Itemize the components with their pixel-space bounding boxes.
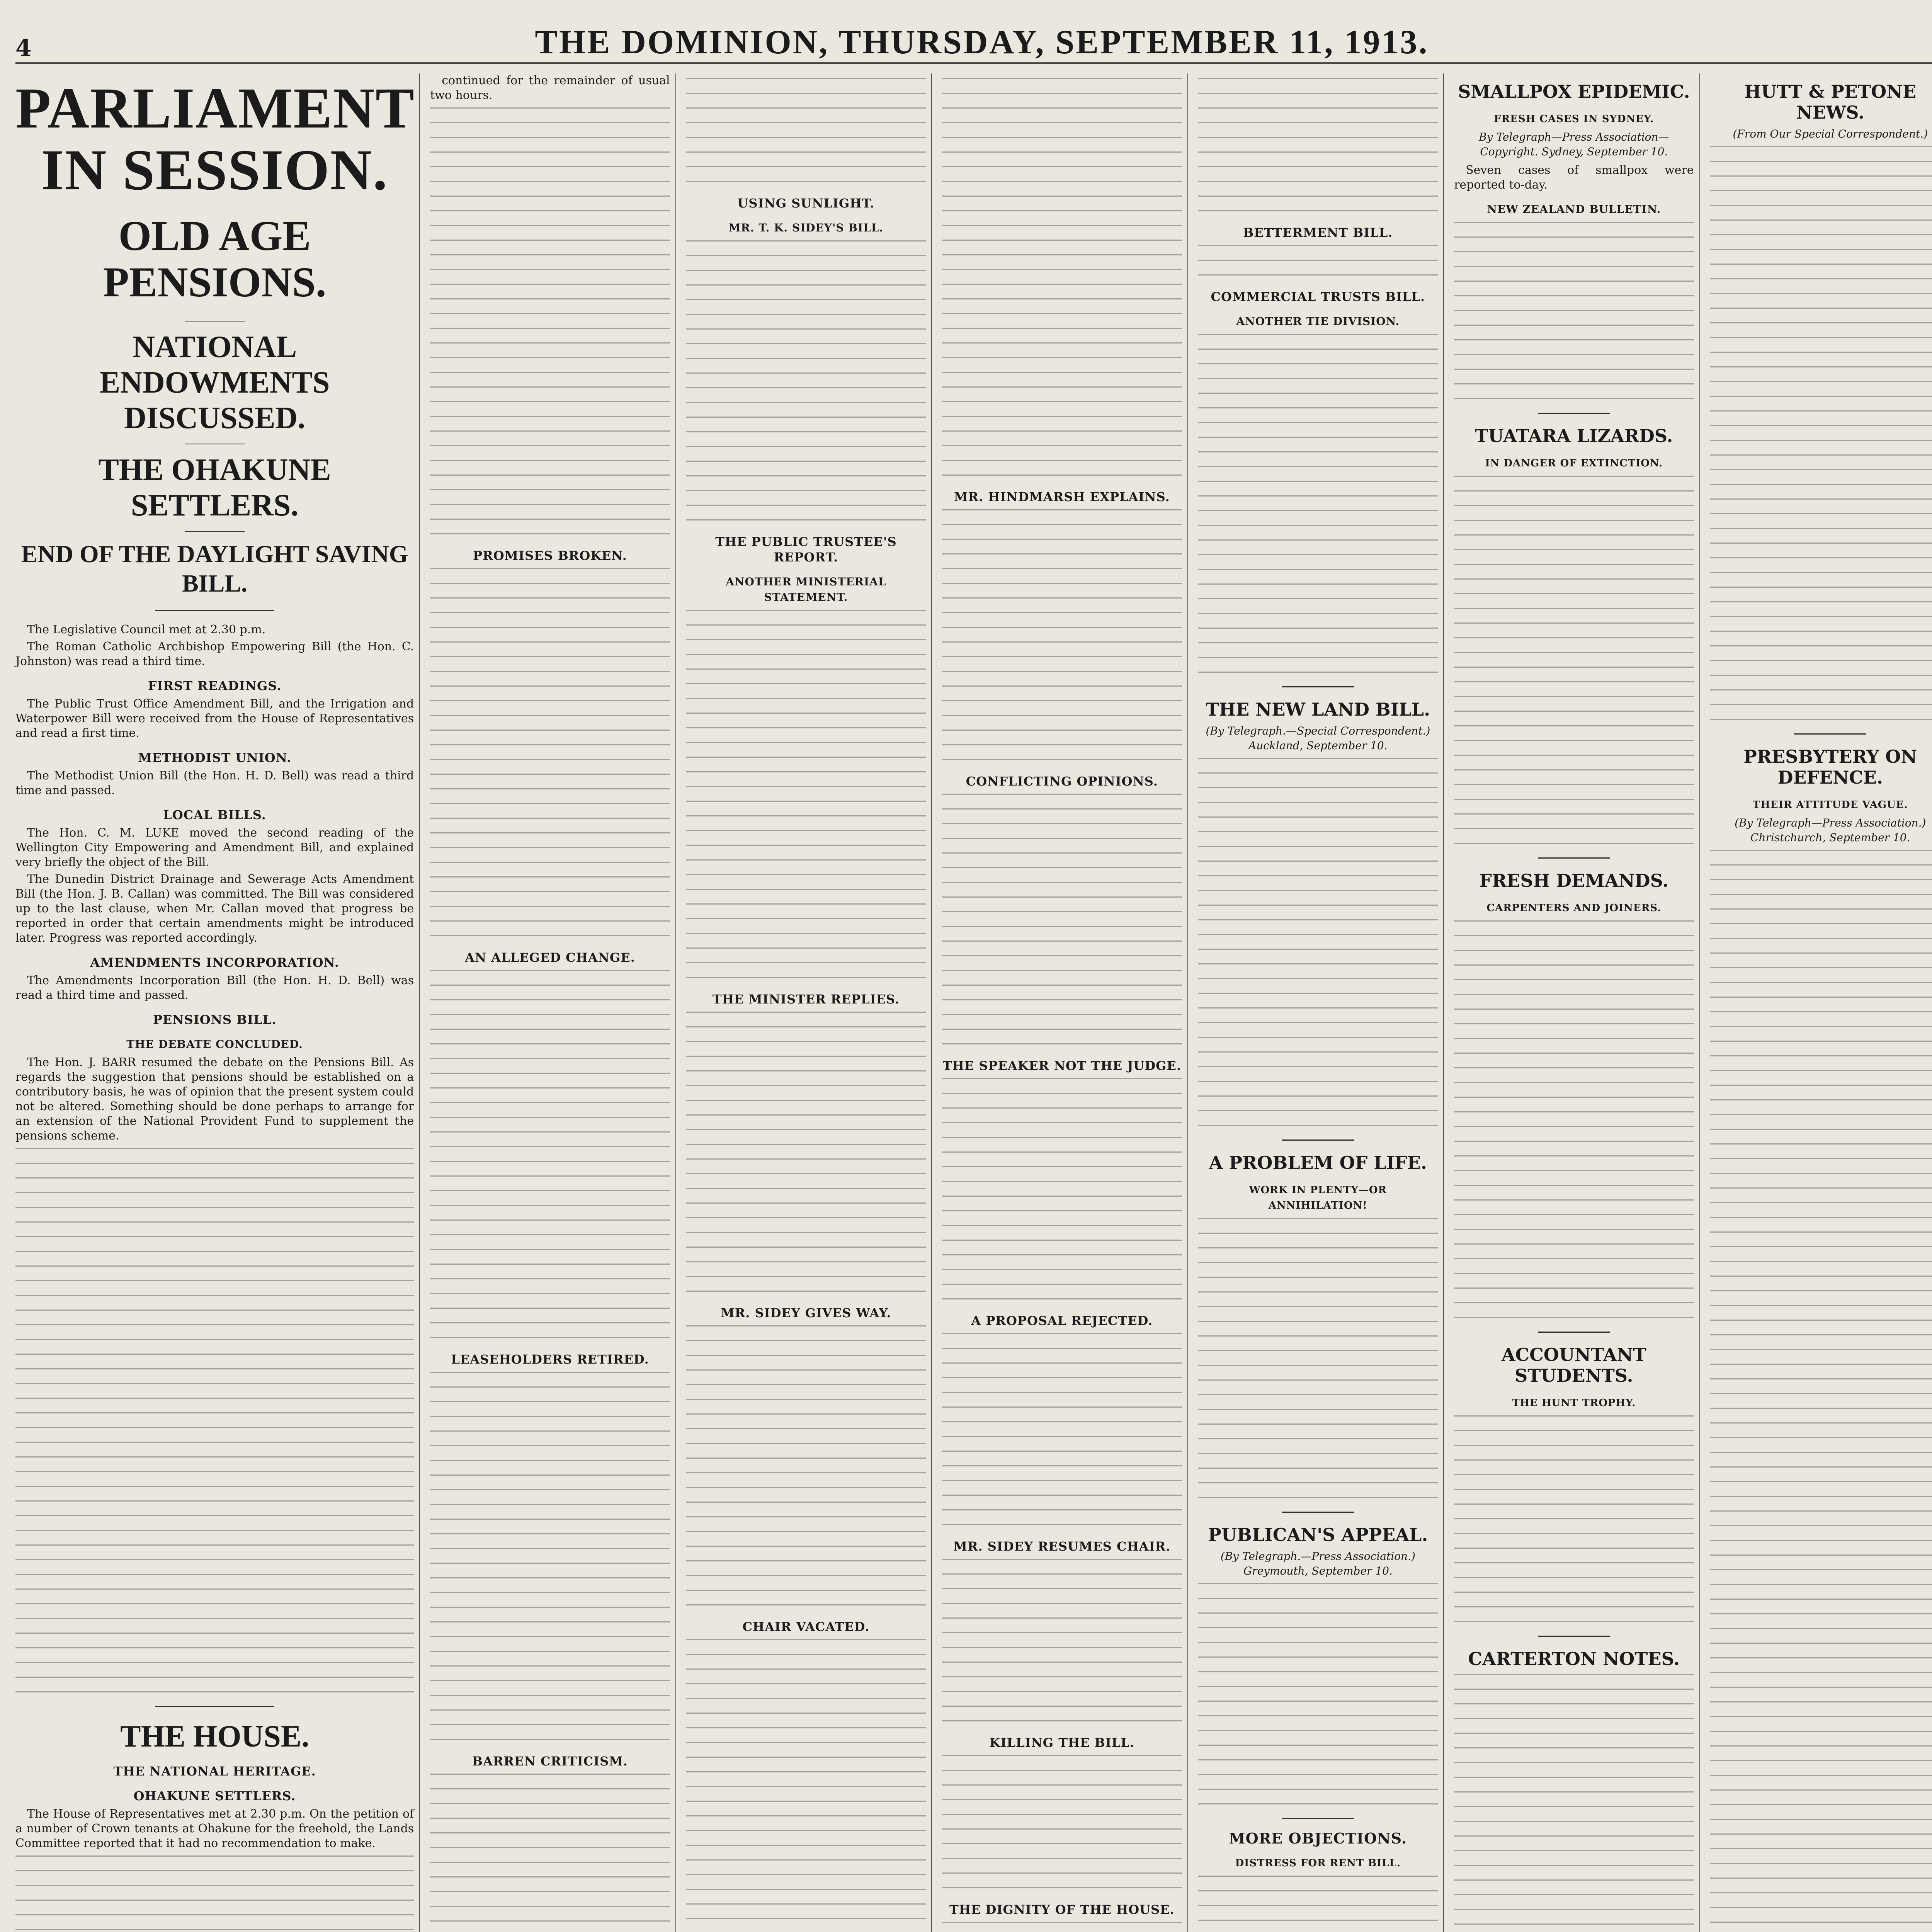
column-7 <box>1710 73 1932 1932</box>
headline-tuatara: TUATARA LIZARDS. <box>1475 425 1673 446</box>
subheading: THE DIGNITY OF THE HOUSE. <box>949 1902 1175 1917</box>
text-lines <box>942 78 1182 476</box>
text-lines <box>1454 920 1694 1318</box>
text-lines <box>1454 222 1694 399</box>
column-4 <box>942 73 1188 1932</box>
text-lines <box>686 1639 926 1932</box>
headline-the-house: THE HOUSE. <box>120 1719 310 1753</box>
subheading: METHODIST UNION. <box>138 750 292 765</box>
subheading: THE PUBLIC TRUSTEE'S REPORT. <box>715 534 897 565</box>
subheading: BARREN CRITICISM. <box>472 1754 628 1769</box>
subheading: KILLING THE BILL. <box>989 1735 1134 1750</box>
subheading: ANOTHER MINISTERIAL STATEMENT. <box>726 575 886 604</box>
headline-ohakune-settlers: THE OHAKUNE SETTLERS. <box>98 453 331 522</box>
headline-publicans-appeal: PUBLICAN'S APPEAL. <box>1208 1524 1428 1545</box>
text-lines <box>430 1372 670 1740</box>
subheading: PROMISES BROKEN. <box>473 548 627 563</box>
text-lines <box>686 240 926 520</box>
subheading: CONFLICTING OPINIONS. <box>966 774 1158 789</box>
text-lines <box>430 568 670 936</box>
page-columns <box>15 73 1932 1932</box>
text-lines <box>1454 1674 1694 1932</box>
article-text: The Roman Catholic Archbishop Empowering Bill (the Hon. C. Johnston) was read a third time. <box>15 640 414 668</box>
subheading: MR. SIDEY GIVES WAY. <box>721 1306 891 1320</box>
text-lines <box>942 1559 1182 1721</box>
dateline: By Telegraph—Press Association—Copyright. Sydney, September 10. <box>1479 131 1669 158</box>
article-text: The Hon. C. M. LUKE moved the second reading of the Wellington City Empowering and Amendment Bill, and explained very briefly the object of the Bill. <box>15 826 414 869</box>
text-lines <box>686 1012 926 1292</box>
headline-old-age-pensions: OLD AGE PENSIONS. <box>103 212 327 306</box>
dateline: (From Our Special Correspondent.) <box>1733 128 1928 140</box>
text-lines <box>1710 850 1932 1932</box>
text-lines <box>1454 1415 1694 1622</box>
text-lines <box>942 1333 1182 1525</box>
subheading: THE SPEAKER NOT THE JUDGE. <box>942 1058 1181 1073</box>
subheading: IN DANGER OF EXTINCTION. <box>1485 457 1663 469</box>
text-lines <box>15 1855 414 1932</box>
subheading: LOCAL BILLS. <box>163 808 266 822</box>
subheading: FIRST READINGS. <box>148 679 282 693</box>
column-1 <box>15 73 420 1932</box>
dateline: (By Telegraph—Press Association.) Christchurch, September 10. <box>1735 816 1926 844</box>
banner-headline: PARLIAMENT IN SESSION. <box>15 76 415 202</box>
column-5 <box>1198 73 1444 1932</box>
text-lines <box>1198 78 1438 211</box>
article-text: The Hon. J. BARR resumed the debate on the Pensions Bill. As regards the suggestion that pensions should be established on a contributory basis, he was of opinion that the present system could not be altered. Something should be done perhaps to arrange for an extension of the National Provident Fund to supplement the pensions scheme. <box>15 1056 414 1143</box>
text-lines <box>686 78 926 182</box>
headline-fresh-demands: FRESH DEMANDS. <box>1479 870 1669 891</box>
subheading: THE NATIONAL HERITAGE. <box>113 1764 316 1779</box>
subheading: NEW ZEALAND BULLETIN. <box>1487 203 1661 216</box>
subheading: COMMERCIAL TRUSTS BILL. <box>1211 289 1425 304</box>
text-lines <box>686 610 926 978</box>
column-2 <box>430 73 676 1932</box>
headline-national-endowments: NATIONAL ENDOWMENTS DISCUSSED. <box>99 330 330 435</box>
text-lines <box>942 1755 1182 1888</box>
headline-smallpox: SMALLPOX EPIDEMIC. <box>1458 81 1690 102</box>
subheading: BETTERMENT BILL. <box>1243 225 1393 240</box>
text-lines <box>1710 146 1932 720</box>
subheading: THE DEBATE CONCLUDED. <box>126 1038 303 1051</box>
headline-presbytery-defence: PRESBYTERY ON DEFENCE. <box>1743 746 1917 788</box>
article-text: The Methodist Union Bill (the Hon. H. D. Bell) was read a third time and passed. <box>15 769 414 797</box>
text-lines <box>1454 476 1694 844</box>
text-lines <box>1198 1583 1438 1804</box>
text-lines <box>430 107 670 534</box>
text-lines <box>430 970 670 1338</box>
article-text: The Public Trust Office Amendment Bill, and the Irrigation and Waterpower Bill were received from the House of Representatives and read a first time. <box>15 697 414 740</box>
subheading: OHAKUNE SETTLERS. <box>133 1789 296 1803</box>
headline-carterton-notes: CARTERTON NOTES. <box>1468 1648 1680 1669</box>
masthead <box>15 15 1932 64</box>
subheading: THE HUNT TROPHY. <box>1512 1397 1636 1409</box>
article-text: Seven cases of smallpox were reported to-day. <box>1454 163 1694 192</box>
article-text: The Legislative Council met at 2.30 p.m. <box>27 623 266 636</box>
column-3 <box>686 73 932 1932</box>
article-text: The Amendments Incorporation Bill (the Hon. H. D. Bell) was read a third time and passed. <box>15 974 414 1002</box>
text-lines <box>1198 245 1438 276</box>
text-lines <box>942 1922 1182 1932</box>
subheading: AMENDMENTS INCORPORATION. <box>90 955 339 970</box>
headline-new-land-bill: THE NEW LAND BILL. <box>1206 699 1430 720</box>
subheading: MORE OBJECTIONS. <box>1229 1830 1407 1847</box>
text-lines <box>1198 334 1438 673</box>
text-lines <box>942 509 1182 760</box>
headline-daylight-saving: END OF THE DAYLIGHT SAVING BILL. <box>21 540 408 597</box>
subheading: FRESH CASES IN SYDNEY. <box>1494 113 1654 125</box>
article-text: The House of Representatives met at 2.30 p.m. On the petition of a number of Crown tenants at Ohakune for the freehold, the Lands Committee reported that it had no recommendation to make. <box>15 1807 414 1850</box>
subheading: USING SUNLIGHT. <box>737 196 875 211</box>
headline-hutt-petone: HUTT & PETONE NEWS. <box>1744 81 1917 123</box>
subheading: AN ALLEGED CHANGE. <box>465 950 635 965</box>
headline-accountant-students: ACCOUNTANT STUDENTS. <box>1501 1344 1646 1386</box>
dateline: (By Telegraph.—Special Correspondent.) Auckland, September 10. <box>1206 724 1430 752</box>
dateline: (By Telegraph.—Press Association.) Greymouth, September 10. <box>1220 1550 1415 1577</box>
subheading: MR. T. K. SIDEY'S BILL. <box>728 221 884 234</box>
text-lines <box>1198 758 1438 1126</box>
subheading: A PROPOSAL REJECTED. <box>971 1313 1153 1328</box>
subheading: ANOTHER TIE DIVISION. <box>1236 315 1400 328</box>
newspaper-title: THE DOMINION, THURSDAY, SEPTEMBER 11, 1913. <box>535 24 1429 61</box>
subheading: CHAIR VACATED. <box>742 1619 870 1634</box>
text-lines <box>942 794 1182 1044</box>
text-lines <box>15 1148 414 1692</box>
subheading: PENSIONS BILL. <box>153 1012 277 1027</box>
subheading: WORK IN PLENTY—OR ANNIHILATION! <box>1249 1184 1387 1211</box>
text-lines <box>1198 1876 1438 1932</box>
subheading: THEIR ATTITUDE VAGUE. <box>1752 799 1908 811</box>
text-lines <box>686 1325 926 1605</box>
page-number: 4 <box>15 35 32 62</box>
text-lines <box>942 1078 1182 1299</box>
subheading: MR. HINDMARSH EXPLAINS. <box>954 490 1170 504</box>
subheading: DISTRESS FOR RENT BILL. <box>1235 1857 1401 1869</box>
subheading: CARPENTERS AND JOINERS. <box>1486 902 1662 914</box>
subheading: MR. SIDEY RESUMES CHAIR. <box>953 1539 1171 1554</box>
subheading: LEASEHOLDERS RETIRED. <box>451 1352 649 1367</box>
article-text: continued for the remainder of usual two hours. <box>430 74 670 102</box>
text-lines <box>1198 1218 1438 1498</box>
text-lines <box>430 1774 670 1932</box>
subheading: THE MINISTER REPLIES. <box>712 992 900 1007</box>
article-text: The Dunedin District Drainage and Sewerage Acts Amendment Bill (the Hon. J. B. Callan) was committed. The Bill was considered up to the last clause, when Mr. Callan moved that progress be reported in order that certain amendments might be introduced later. Progress was reported accordingly. <box>15 872 414 945</box>
headline-problem-of-life: A PROBLEM OF LIFE. <box>1209 1152 1427 1173</box>
column-6 <box>1454 73 1700 1932</box>
